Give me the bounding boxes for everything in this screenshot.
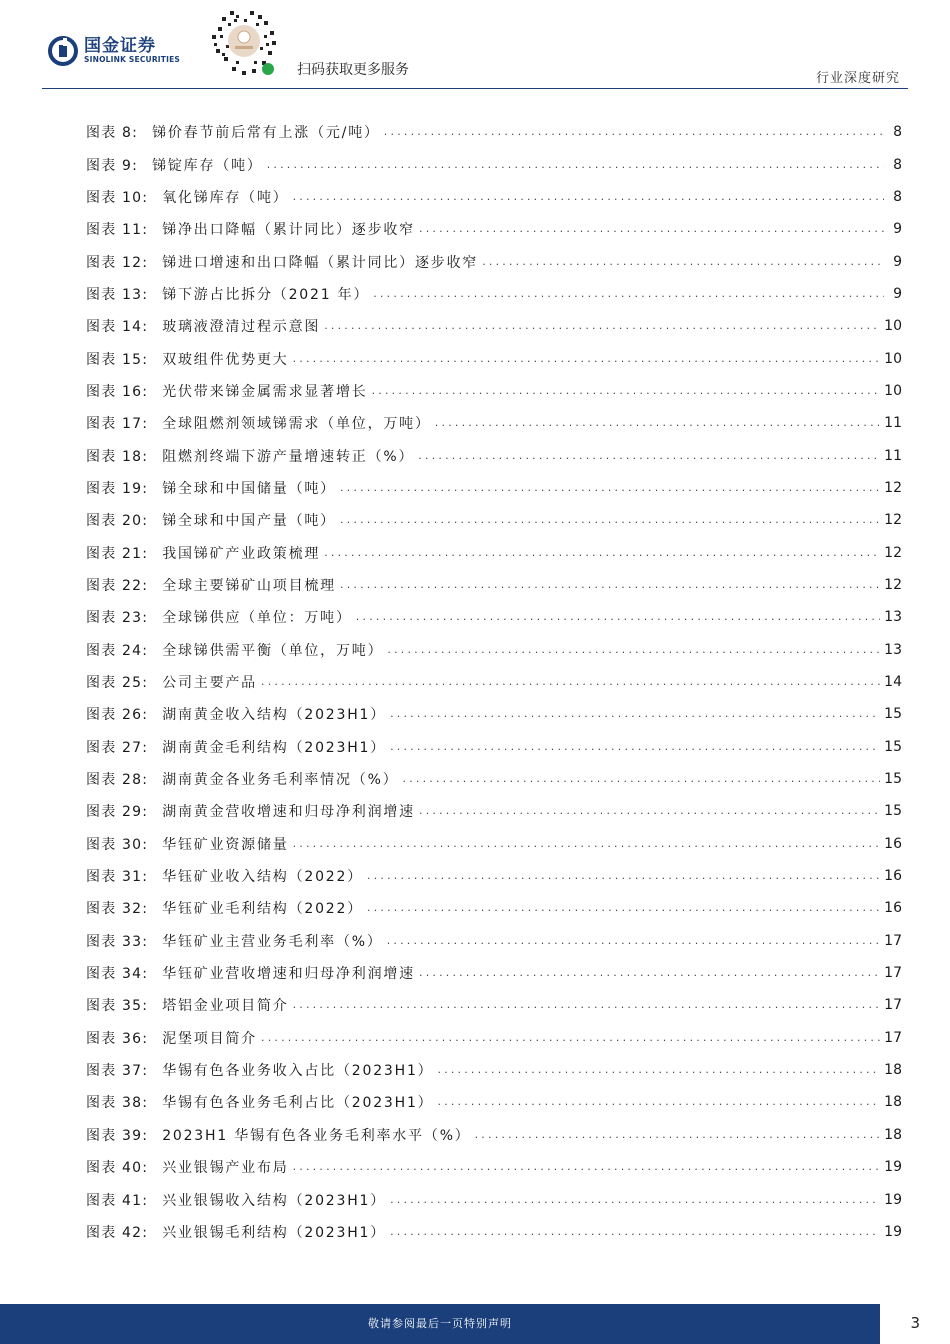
toc-entry-title: 2023H1 华锡有色各业务毛利率水平（%） bbox=[162, 1127, 471, 1144]
toc-entry-label: 图表 17: bbox=[86, 416, 149, 433]
toc-leader-dots bbox=[324, 546, 880, 560]
toc-entry-label: 图表 11: bbox=[86, 222, 149, 239]
footer-bar bbox=[0, 1304, 880, 1344]
toc-entry[interactable] bbox=[86, 213, 902, 245]
toc-entry[interactable] bbox=[86, 278, 902, 310]
toc-entry-label: 图表 10: bbox=[86, 189, 149, 206]
toc-entry[interactable] bbox=[86, 925, 902, 957]
toc-entry-page: 10 bbox=[884, 350, 902, 367]
toc-entry-page: 8 bbox=[893, 156, 902, 173]
toc-entry-label: 图表 37: bbox=[86, 1063, 149, 1080]
toc-entry-page: 19 bbox=[884, 1191, 902, 1208]
toc-entry-page: 12 bbox=[884, 512, 902, 529]
toc-entry-label: 图表 21: bbox=[86, 545, 149, 562]
header-divider bbox=[42, 88, 908, 89]
toc-entry-title: 阻燃剂终端下游产量增速转正（%） bbox=[162, 448, 415, 465]
toc-entry-page: 13 bbox=[884, 641, 902, 658]
toc-entry-title: 湖南黄金收入结构（2023H1） bbox=[162, 707, 387, 724]
toc-entry-page: 16 bbox=[884, 900, 902, 917]
toc-entry-page: 12 bbox=[884, 544, 902, 561]
toc-entry[interactable] bbox=[86, 1086, 902, 1118]
toc-entry[interactable] bbox=[86, 504, 902, 536]
toc-entry-title: 华钰矿业营收增速和归母净利润增速 bbox=[162, 966, 415, 983]
toc-entry-title: 湖南黄金各业务毛利率情况（%） bbox=[162, 772, 399, 789]
toc-entry[interactable] bbox=[86, 892, 902, 924]
toc-leader-dots bbox=[390, 1193, 880, 1207]
page-number: 3 bbox=[910, 1314, 920, 1332]
toc-leader-dots bbox=[324, 319, 880, 333]
toc-entry-page: 9 bbox=[893, 253, 902, 270]
toc-entry-title: 全球锑供应（单位：万吨） bbox=[162, 610, 352, 627]
toc-leader-dots bbox=[435, 416, 880, 430]
toc-entry-label: 图表 40: bbox=[86, 1160, 149, 1177]
toc-entry[interactable] bbox=[86, 1054, 902, 1086]
toc-entry-title: 锑全球和中国储量（吨） bbox=[162, 480, 336, 497]
toc-entry[interactable] bbox=[86, 375, 902, 407]
toc-entry-title: 氧化锑库存（吨） bbox=[162, 189, 289, 206]
toc-entry-label: 图表 23: bbox=[86, 610, 149, 627]
toc-entry-title: 锑进口增速和出口降幅（累计同比）逐步收窄 bbox=[162, 254, 479, 271]
toc-entry-title: 华锡有色各业务收入占比（2023H1） bbox=[162, 1063, 434, 1080]
toc-entry-label: 图表 25: bbox=[86, 675, 149, 692]
toc-entry-title: 光伏带来锑金属需求显著增长 bbox=[162, 383, 368, 400]
toc-leader-dots bbox=[390, 740, 880, 754]
toc-leader-dots bbox=[267, 158, 884, 172]
logo-mark-icon bbox=[48, 36, 78, 66]
toc-entry[interactable] bbox=[86, 666, 902, 698]
toc-entry[interactable] bbox=[86, 181, 902, 213]
toc-entry-label: 图表 31: bbox=[86, 869, 149, 886]
toc-entry-page: 18 bbox=[884, 1094, 902, 1111]
toc-entry-label: 图表 13: bbox=[86, 286, 149, 303]
toc-entry-page: 16 bbox=[884, 835, 902, 852]
toc-entry[interactable] bbox=[86, 472, 902, 504]
toc-entry-label: 图表 33: bbox=[86, 933, 149, 950]
toc-entry[interactable] bbox=[86, 1216, 902, 1248]
toc-leader-dots bbox=[390, 707, 880, 721]
toc-entry-title: 公司主要产品 bbox=[162, 675, 257, 692]
toc-entry[interactable] bbox=[86, 634, 902, 666]
toc-entry-title: 华锡有色各业务毛利占比（2023H1） bbox=[162, 1095, 434, 1112]
toc-entry-page: 10 bbox=[884, 318, 902, 335]
toc-entry[interactable] bbox=[86, 860, 902, 892]
logo-english-name: SINOLINK SECURITIES bbox=[84, 55, 181, 64]
toc-entry-page: 12 bbox=[884, 479, 902, 496]
toc-entry-page: 15 bbox=[884, 738, 902, 755]
page-header bbox=[0, 0, 950, 92]
toc-entry-label: 图表 32: bbox=[86, 901, 149, 918]
toc-leader-dots bbox=[482, 255, 884, 269]
toc-entry-label: 图表 27: bbox=[86, 739, 149, 756]
toc-entry-title: 锑价春节前后常有上涨（元/吨） bbox=[152, 125, 380, 142]
toc-entry-label: 图表 18: bbox=[86, 448, 149, 465]
toc-entry-page: 9 bbox=[893, 285, 902, 302]
toc-entry[interactable] bbox=[86, 439, 902, 471]
toc-entry-page: 17 bbox=[884, 997, 902, 1014]
page-footer bbox=[0, 1304, 950, 1344]
toc-entry-page: 18 bbox=[884, 1062, 902, 1079]
toc-leader-dots bbox=[367, 901, 880, 915]
toc-entry-label: 图表 14: bbox=[86, 319, 149, 336]
toc-entry-page: 19 bbox=[884, 1223, 902, 1240]
toc-entry[interactable] bbox=[86, 957, 902, 989]
toc-entry-label: 图表 28: bbox=[86, 772, 149, 789]
toc-entry-label: 图表 19: bbox=[86, 480, 149, 497]
toc-entry-title: 我国锑矿产业政策梳理 bbox=[162, 545, 321, 562]
qr-code-icon[interactable] bbox=[206, 5, 282, 81]
toc-leader-dots bbox=[372, 384, 881, 398]
toc-entry[interactable] bbox=[86, 116, 902, 148]
toc-entry-page: 9 bbox=[893, 221, 902, 238]
toc-entry-title: 玻璃液澄清过程示意图 bbox=[162, 319, 321, 336]
toc-entry[interactable] bbox=[86, 245, 902, 277]
toc-entry-title: 湖南黄金毛利结构（2023H1） bbox=[162, 739, 387, 756]
toc-entry-title: 全球锑供需平衡（单位，万吨） bbox=[162, 642, 384, 659]
toc-entry-title: 兴业银锡收入结构（2023H1） bbox=[162, 1192, 387, 1209]
toc-entry-label: 图表 8: bbox=[86, 125, 139, 142]
toc-leader-dots bbox=[293, 190, 884, 204]
toc-leader-dots bbox=[340, 578, 880, 592]
toc-entry-page: 17 bbox=[884, 932, 902, 949]
toc-entry-label: 图表 26: bbox=[86, 707, 149, 724]
toc-leader-dots bbox=[387, 934, 880, 948]
toc-entry[interactable] bbox=[86, 407, 902, 439]
toc-entry-title: 兴业银锡产业布局 bbox=[162, 1160, 289, 1177]
toc-entry-title: 华钰矿业资源储量 bbox=[162, 836, 289, 853]
toc-entry-title: 全球主要锑矿山项目梳理 bbox=[162, 577, 336, 594]
toc-entry-title: 华钰矿业收入结构（2022） bbox=[162, 869, 364, 886]
table-of-figures bbox=[86, 116, 902, 1248]
toc-entry[interactable] bbox=[86, 698, 902, 730]
toc-entry[interactable] bbox=[86, 536, 902, 568]
toc-leader-dots bbox=[403, 772, 881, 786]
toc-entry-title: 兴业银锡毛利结构（2023H1） bbox=[162, 1224, 387, 1241]
toc-leader-dots bbox=[475, 1128, 881, 1142]
toc-entry-page: 16 bbox=[884, 868, 902, 885]
toc-entry-page: 11 bbox=[884, 447, 902, 464]
toc-entry-label: 图表 29: bbox=[86, 804, 149, 821]
report-type: 行业深度研究 bbox=[815, 71, 900, 86]
toc-entry-label: 图表 38: bbox=[86, 1095, 149, 1112]
toc-entry[interactable] bbox=[86, 763, 902, 795]
toc-leader-dots bbox=[373, 287, 884, 301]
toc-leader-dots bbox=[419, 966, 880, 980]
toc-entry-label: 图表 39: bbox=[86, 1127, 149, 1144]
toc-entry-title: 湖南黄金营收增速和归母净利润增速 bbox=[162, 804, 415, 821]
toc-entry[interactable] bbox=[86, 601, 902, 633]
toc-entry[interactable] bbox=[86, 1119, 902, 1151]
toc-entry[interactable] bbox=[86, 731, 902, 763]
toc-leader-dots bbox=[419, 222, 884, 236]
toc-entry-page: 14 bbox=[884, 674, 902, 691]
toc-entry-label: 图表 20: bbox=[86, 513, 149, 530]
toc-entry[interactable] bbox=[86, 1022, 902, 1054]
toc-entry[interactable] bbox=[86, 569, 902, 601]
toc-entry-page: 15 bbox=[884, 771, 902, 788]
logo-chinese-name: 国金证券 bbox=[84, 36, 156, 56]
toc-entry-label: 图表 24: bbox=[86, 642, 149, 659]
toc-entry-page: 12 bbox=[884, 576, 902, 593]
toc-entry-page: 8 bbox=[893, 188, 902, 205]
toc-entry[interactable] bbox=[86, 989, 902, 1021]
toc-entry-page: 13 bbox=[884, 609, 902, 626]
toc-leader-dots bbox=[340, 481, 880, 495]
toc-entry[interactable] bbox=[86, 342, 902, 374]
toc-entry[interactable] bbox=[86, 310, 902, 342]
toc-leader-dots bbox=[340, 513, 880, 527]
toc-entry-label: 图表 35: bbox=[86, 998, 149, 1015]
toc-leader-dots bbox=[418, 449, 880, 463]
toc-entry-page: 15 bbox=[884, 706, 902, 723]
toc-entry-label: 图表 36: bbox=[86, 1030, 149, 1047]
toc-entry[interactable] bbox=[86, 148, 902, 180]
toc-leader-dots bbox=[356, 610, 880, 624]
toc-entry-page: 18 bbox=[884, 1126, 902, 1143]
toc-leader-dots bbox=[293, 1160, 881, 1174]
toc-leader-dots bbox=[293, 837, 881, 851]
toc-entry-label: 图表 12: bbox=[86, 254, 149, 271]
toc-leader-dots bbox=[384, 125, 884, 139]
toc-entry-page: 10 bbox=[884, 382, 902, 399]
toc-entry[interactable] bbox=[86, 1151, 902, 1183]
toc-entry-label: 图表 15: bbox=[86, 351, 149, 368]
toc-entry-title: 锑净出口降幅（累计同比）逐步收窄 bbox=[162, 222, 415, 239]
toc-entry-title: 华钰矿业毛利结构（2022） bbox=[162, 901, 364, 918]
toc-entry[interactable] bbox=[86, 1183, 902, 1215]
footer-notice: 敬请参阅最后一页特别声明 bbox=[368, 1317, 512, 1330]
toc-entry-page: 17 bbox=[884, 965, 902, 982]
toc-entry[interactable] bbox=[86, 828, 902, 860]
toc-entry-label: 图表 16: bbox=[86, 383, 149, 400]
toc-entry-label: 图表 41: bbox=[86, 1192, 149, 1209]
toc-entry-label: 图表 9: bbox=[86, 157, 139, 174]
toc-leader-dots bbox=[293, 998, 881, 1012]
toc-leader-dots bbox=[419, 804, 880, 818]
toc-leader-dots bbox=[367, 869, 880, 883]
toc-entry-page: 15 bbox=[884, 803, 902, 820]
toc-leader-dots bbox=[437, 1063, 880, 1077]
toc-entry-title: 全球阻燃剂领域锑需求（单位，万吨） bbox=[162, 416, 431, 433]
toc-entry-title: 塔铝金业项目简介 bbox=[162, 998, 289, 1015]
qr-caption: 扫码获取更多服务 bbox=[297, 62, 409, 78]
toc-entry-title: 锑锭库存（吨） bbox=[152, 157, 263, 174]
company-logo bbox=[48, 36, 180, 66]
toc-leader-dots bbox=[437, 1095, 880, 1109]
toc-leader-dots bbox=[293, 352, 881, 366]
toc-entry-title: 泥堡项目简介 bbox=[162, 1030, 257, 1047]
toc-entry-page: 11 bbox=[884, 415, 902, 432]
toc-entry-label: 图表 42: bbox=[86, 1224, 149, 1241]
toc-entry-page: 19 bbox=[884, 1159, 902, 1176]
toc-entry-label: 图表 30: bbox=[86, 836, 149, 853]
toc-entry-label: 图表 22: bbox=[86, 577, 149, 594]
toc-entry-title: 华钰矿业主营业务毛利率（%） bbox=[162, 933, 383, 950]
toc-entry-page: 17 bbox=[884, 1029, 902, 1046]
toc-leader-dots bbox=[387, 643, 880, 657]
toc-entry-title: 双玻组件优势更大 bbox=[162, 351, 289, 368]
toc-entry-title: 锑全球和中国产量（吨） bbox=[162, 513, 336, 530]
toc-entry[interactable] bbox=[86, 795, 902, 827]
toc-entry-page: 8 bbox=[893, 124, 902, 141]
toc-entry-title: 锑下游占比拆分（2021 年） bbox=[162, 286, 370, 303]
toc-leader-dots bbox=[390, 1225, 880, 1239]
toc-entry-label: 图表 34: bbox=[86, 966, 149, 983]
toc-leader-dots bbox=[261, 675, 880, 689]
toc-leader-dots bbox=[261, 1031, 880, 1045]
